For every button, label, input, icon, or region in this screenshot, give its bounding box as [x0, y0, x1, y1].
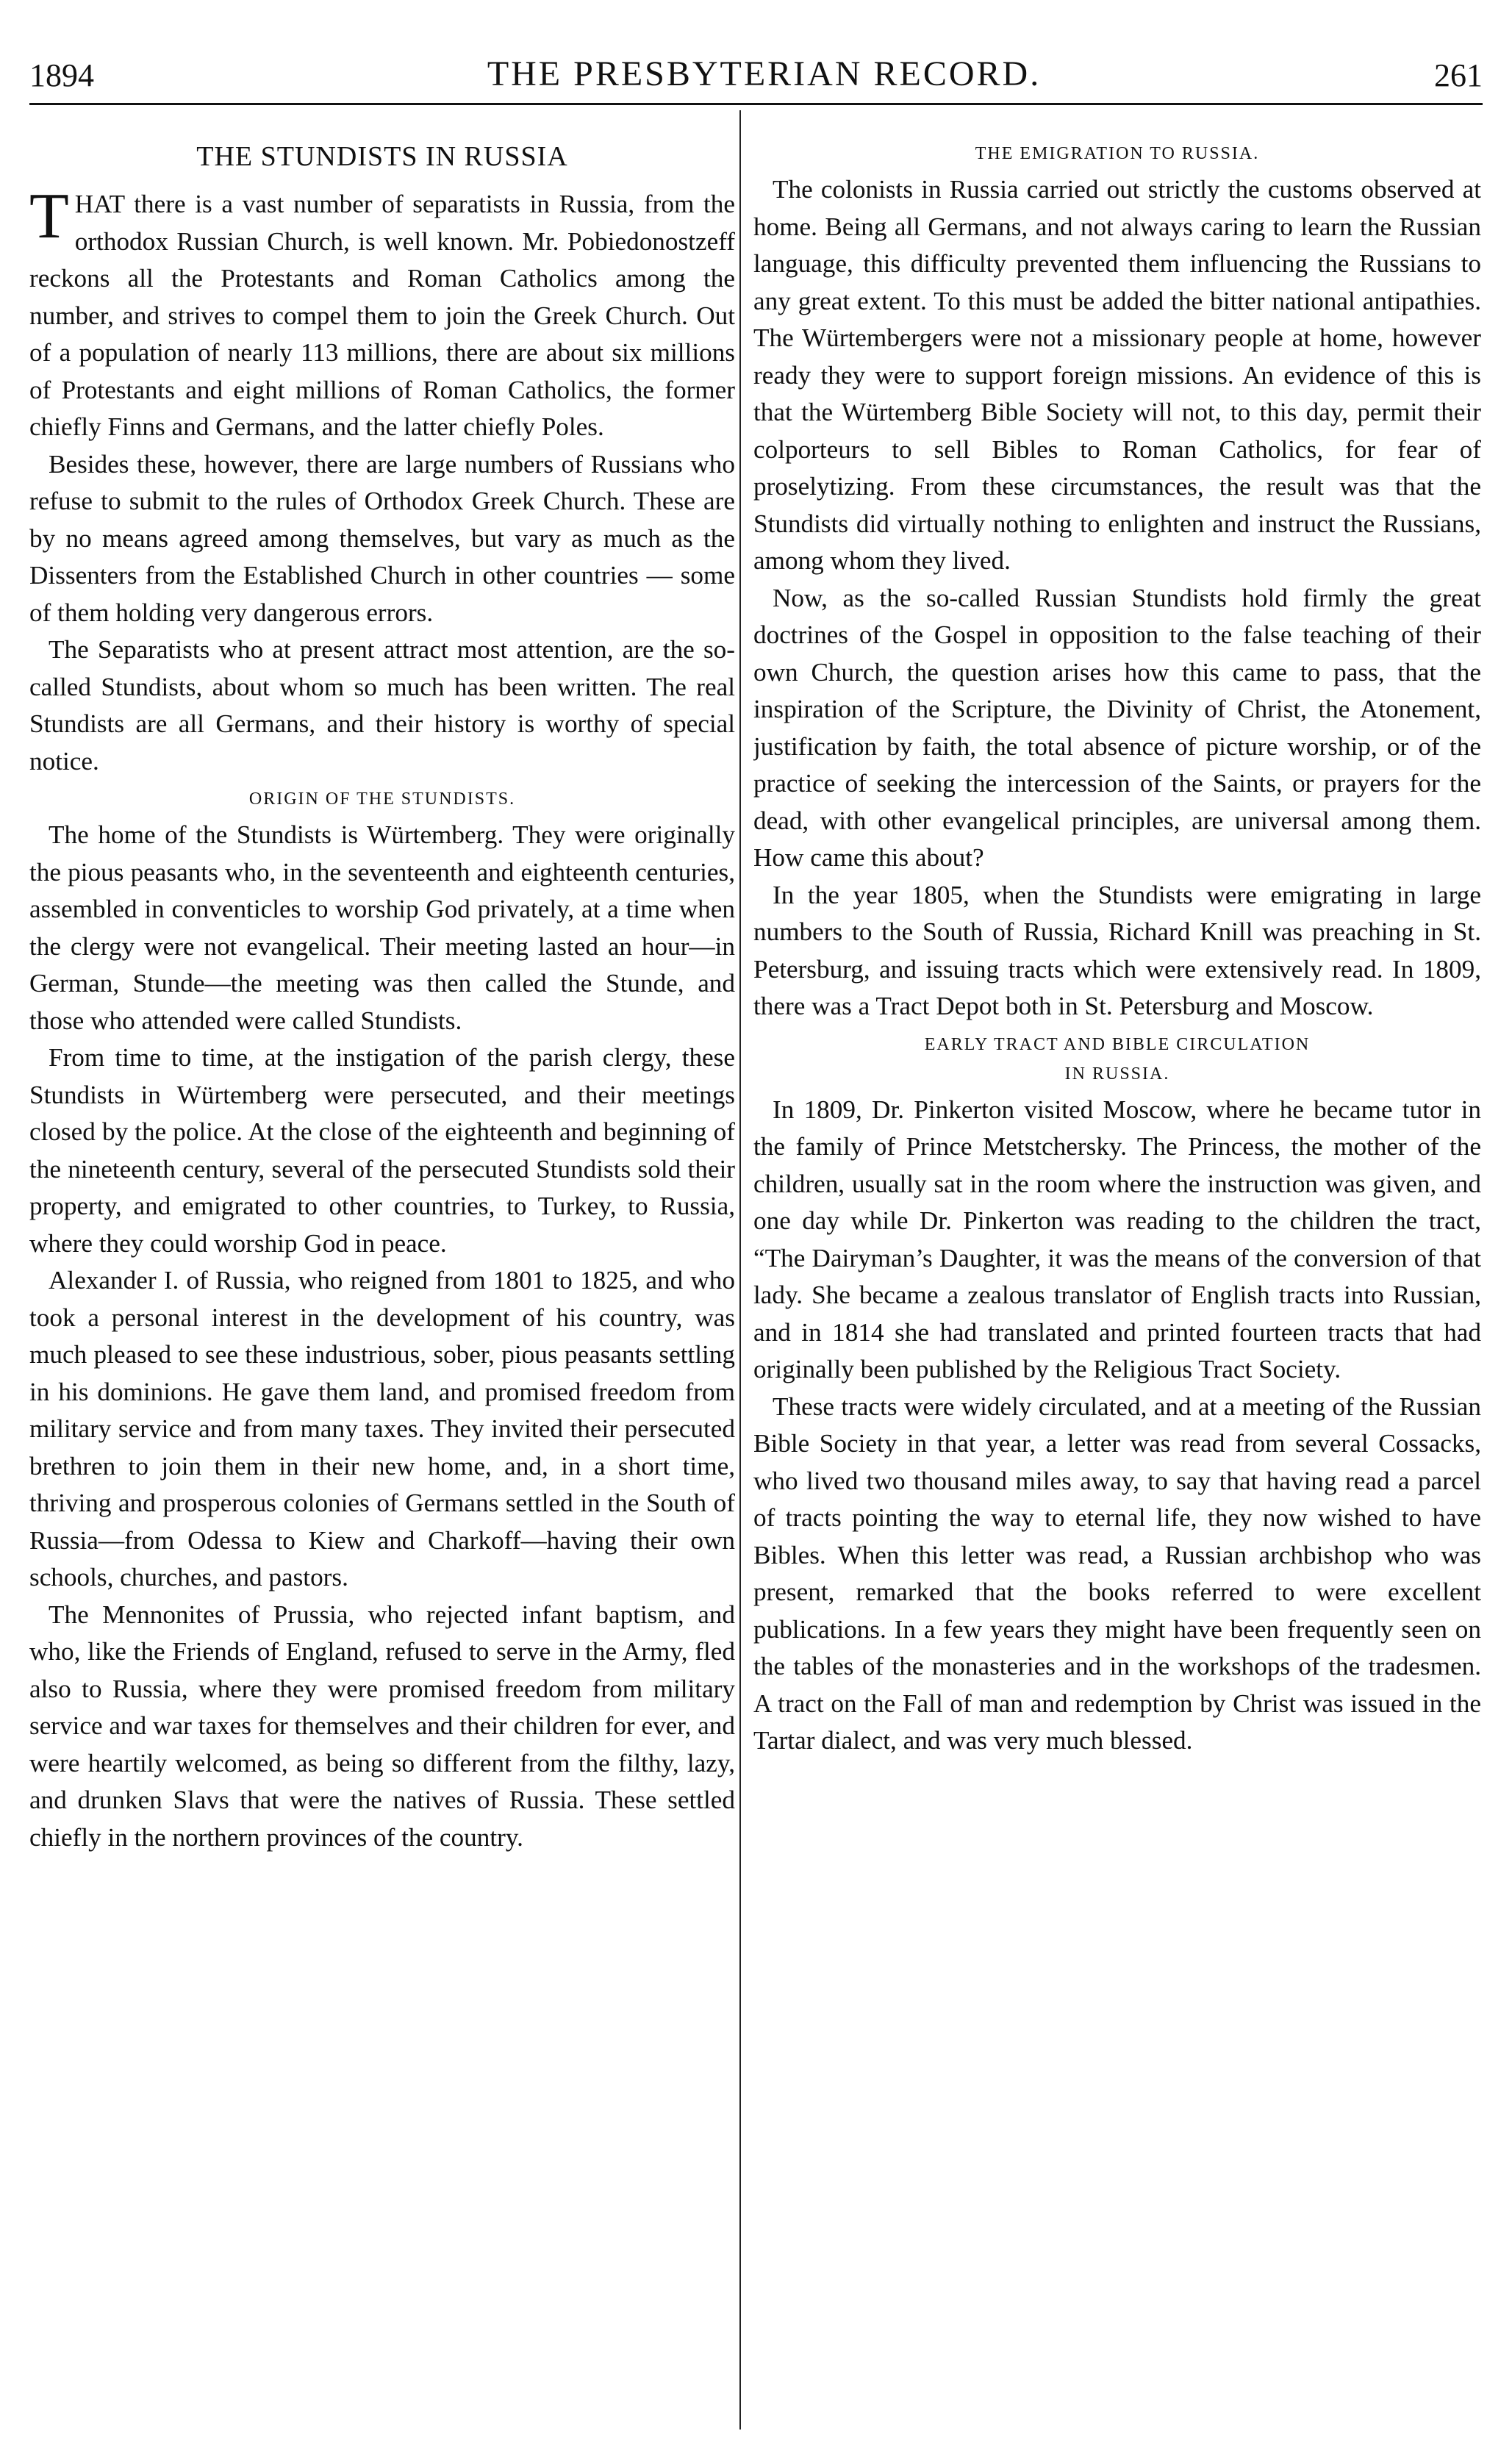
paragraph: In the year 1805, when the Stundists were emigrating in large numbers to the South of Russia, Richard Knill was preaching in St. Petersburg, and issuing tracts which were extensively read. In 1809, there was a Tract Depot both in St. Petersburg and Moscow. — [753, 880, 1481, 1020]
paragraph — [29, 181, 735, 446]
section-heading-tract — [753, 1030, 1481, 1089]
masthead-title: THE PRESBYTERIAN RECORD. — [487, 54, 1042, 93]
paragraph: The Mennonites of Prussia, who rejected infant baptism, and who, like the Friends of England, refused to serve in the Army, fled also to Russia, where they were promised freedom from military service and war taxes for themselves and their children for ever, and were heartily welcomed, as being so different from the filthy, lazy, and drunken Slavs that were the natives of Russia. These settled chiefly in the northern provinces of the country. — [29, 1600, 735, 1852]
year: 1894 — [29, 57, 94, 93]
page-header — [29, 43, 1483, 94]
section-heading-line: EARLY TRACT AND BIBLE CIRCULATION — [924, 1034, 1311, 1054]
section-heading-emigration: THE EMIGRATION TO RUSSIA. — [975, 144, 1260, 163]
section-heading-line: IN RUSSIA. — [1064, 1064, 1170, 1084]
paragraph: These tracts were widely circulated, and at a meeting of the Russian Bible Society in that year, a letter was read from several Cossacks, who lived two thousand miles away, to say that having read a parcel of tracts pointing the way to eternal life, they now wished to have Bibles. When this letter was read, a Russian archbishop who was present, remarked that the books referred to were excellent publications. In a few years they might have been frequently seen on the tables of the monasteries and in the workshops of the tradesmen. A tract on the Fall of man and redemption by Christ was issued in the Tartar dialect, and was very much blessed. — [753, 1392, 1481, 1755]
paragraph: In 1809, Dr. Pinkerton visited Moscow, where he became tutor in the family of Prince Metstchersky. The Princess, the mother of the children, usually sat in the room where the instruction was given, and one day while Dr. Pinkerton was reading to the children the tract, “The Dairyman’s Daughter, it was the means of the conversion of that lady. She became a zealous translator of English tracts into Russian, and in 1814 she had translated and printed fourteen tracts that had originally been published by the Religious Tract Society. — [753, 1095, 1481, 1383]
section-heading-origin: ORIGIN OF THE STUNDISTS. — [248, 789, 516, 809]
paragraph: The Separatists who at present attract most attention, are the so-called Stundists, about whom so much has been written. The real Stundists are all Germans, and their history is worthy of special notice. — [29, 635, 735, 776]
column-divider — [739, 110, 741, 2430]
drop-cap: T — [29, 181, 69, 252]
paragraph: From time to time, at the instigation of the parish clergy, these Stundists in Würtemberg were persecuted, and their meetings closed by the police. At the close of the eighteenth and beginning of the nineteenth century, several of the persecuted Stundists sold their property, and emigrated to other countries, to Turkey, to Russia, where they could worship God in peace. — [29, 1043, 735, 1258]
paragraph: Now, as the so-called Russian Stundists hold firmly the great doctrines of the Gospel in opposition to the false teaching of their own Church, the question arises how this came to pass, that the inspiration of the Scripture, the Divinity of Christ, the Atonement, justification by faith, the total absence of picture worship, or of the practice of seeking the intercession of the Saints, or prayers for the dead, with other evangelical principles, are universal among them. How came this about? — [753, 583, 1481, 872]
article-title: THE STUNDISTS IN RUSSIA — [196, 141, 568, 172]
paragraph: Alexander I. of Russia, who reigned from 1801 to 1825, and who took a personal interest in the development of his country, was much pleased to see these industrious, sober, pious peasants settling in his dominions. He gave them land, and promised freedom from military service and from many taxes. They invited their persecuted brethren to join them in their new home, and, in a short time, thriving and prosperous colonies of Germans settled in the South of Russia—from Odessa to Kiew and Charkoff—having their own schools, churches, and pastors. — [29, 1266, 735, 1591]
paragraph-text: HAT there is a vast number of separatists in Russia, from the orthodox Russian Church, is well known. Mr. Pobiedonostzeff reckons all the Protestants and Roman Catholics among the number, and strives to compel them to join the Greek Church. Out of a population of nearly 113 millions, there are about six millions of Protestants and eight millions of Roman Catholics, the former chiefly Finns and Germans, and the latter chiefly Poles. — [29, 190, 735, 441]
paragraph: The home of the Stundists is Würtemberg. They were originally the pious peasants who, in the seventeenth and eighteenth centuries, assembled in conventicles to worship God privately, at a time when the clergy were not evangelical. Their meeting lasted an hour—in German, Stunde—the meeting was then called the Stunde, and those who attended were called Stundists. — [29, 820, 735, 1035]
paragraph: The colonists in Russia carried out strictly the customs observed at home. Being all Germans, and not always caring to learn the Russian language, this difficulty prevented them influencing the Russians to any great extent. To this must be added the bitter national antipathies. The Würtembergers were not a missionary people at home, however ready they were to support foreign missions. An evidence of this is that the Würtemberg Bible Society will not, to this day, permit their colporteurs to sell Bibles to Roman Catholics, for fear of proselytizing. From these circumstances, the result was that the Stundists did virtually nothing to enlighten and instruct the Russians, among whom they lived. — [753, 175, 1481, 575]
page-number: 261 — [1434, 57, 1483, 93]
right-column — [753, 121, 1481, 2422]
header-rule — [29, 103, 1483, 105]
paragraph: Besides these, however, there are large numbers of Russians who refuse to submit to the rules of Orthodox Greek Church. These are by no means agreed among themselves, but vary as much as the Dissenters from the Established Church in other countries — some of them holding very dangerous errors. — [29, 449, 735, 627]
left-column — [29, 121, 735, 2422]
